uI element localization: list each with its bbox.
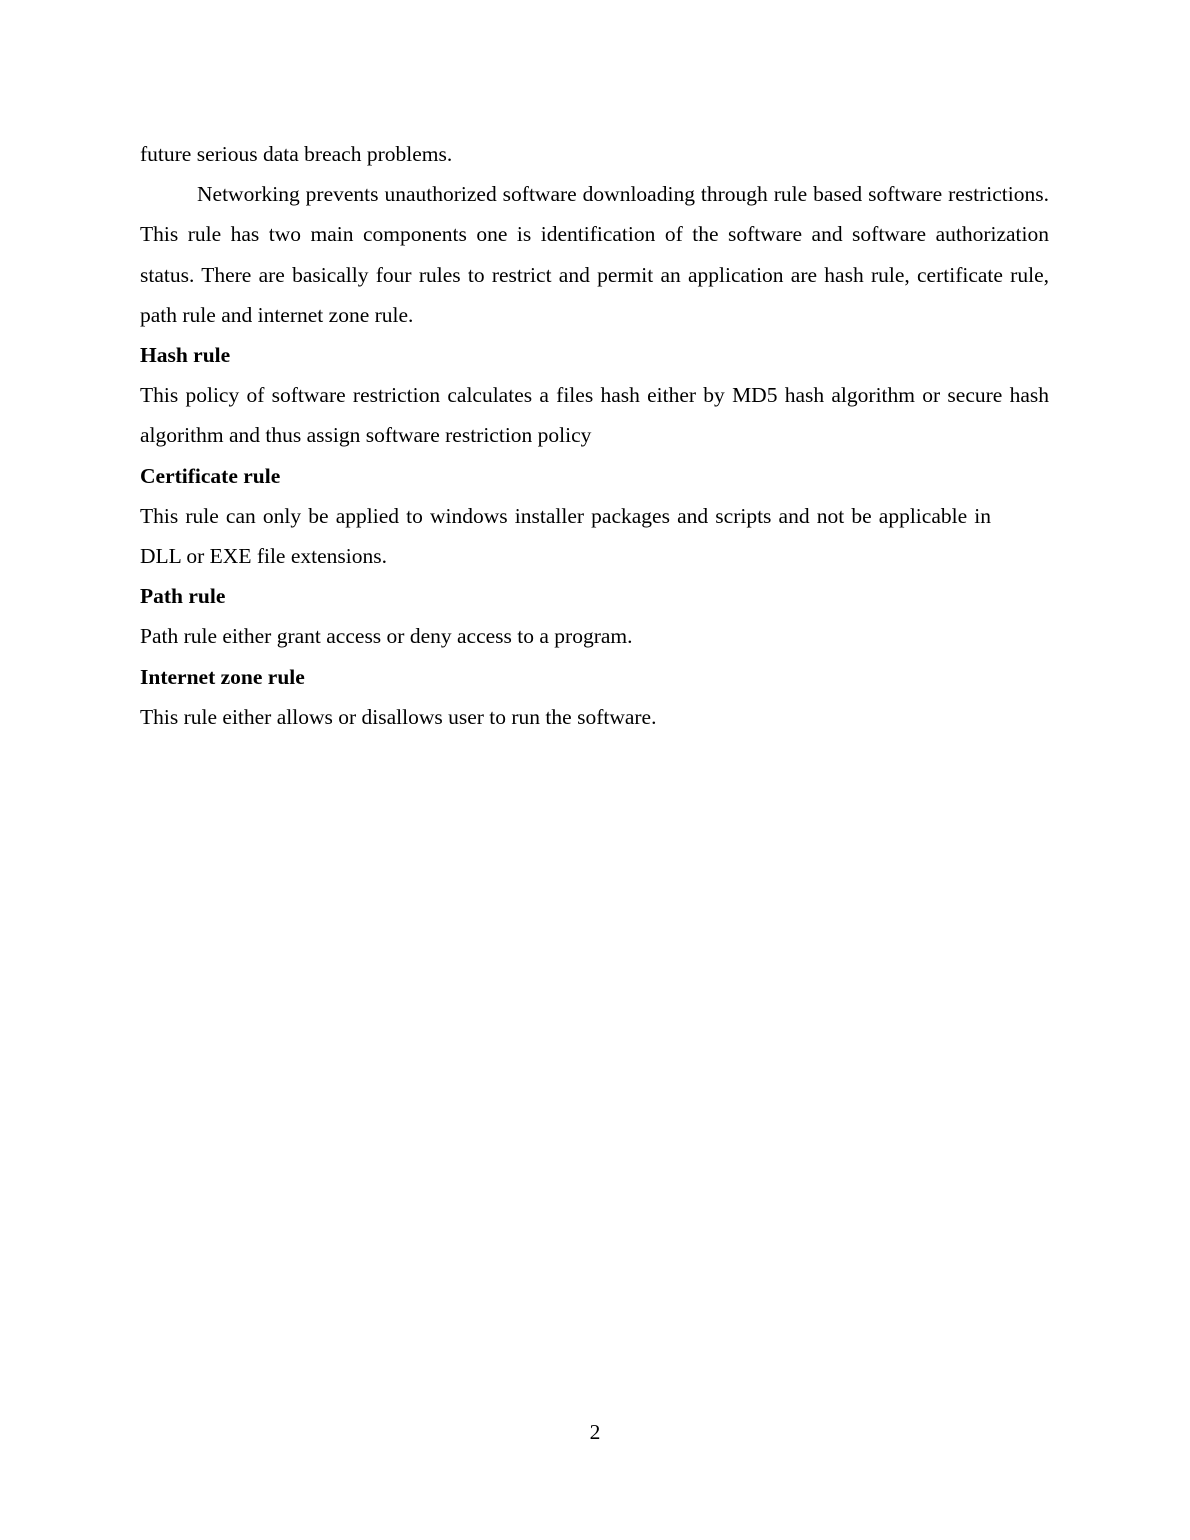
page-number: 2	[589, 1420, 601, 1444]
section-text-path-rule: Path rule either grant access or deny access to a program.	[140, 624, 633, 649]
section-text-internet-zone-rule: This rule either allows or disallows user to run the software.	[140, 704, 657, 729]
section-heading-internet-zone-rule: Internet zone rule	[140, 664, 305, 689]
section-heading-certificate-rule: Certificate rule	[140, 463, 281, 488]
section-heading-path-rule: Path rule	[140, 584, 226, 609]
continuation-paragraph: future serious data breach problems.	[140, 142, 453, 166]
section-text-certificate-rule: This rule can only be applied to windows installer packages and scripts and not be applicable in DLL or EXE file extensions.	[140, 503, 991, 569]
document-body	[140, 134, 1049, 737]
intro-paragraph: Networking prevents unauthorized software downloading through rule based software restrictions. This rule has two main components one is identification of the software and software authorization status. There are basically four rules to restrict and permit an application are hash rule, certificate rule, path rule and internet zone rule.	[140, 182, 1049, 327]
section-text-hash-rule: This policy of software restriction calculates a files hash either by MD5 hash algorithm or secure hash algorithm and thus assign software restriction policy	[140, 383, 1049, 448]
section-heading-hash-rule: Hash rule	[140, 343, 231, 368]
